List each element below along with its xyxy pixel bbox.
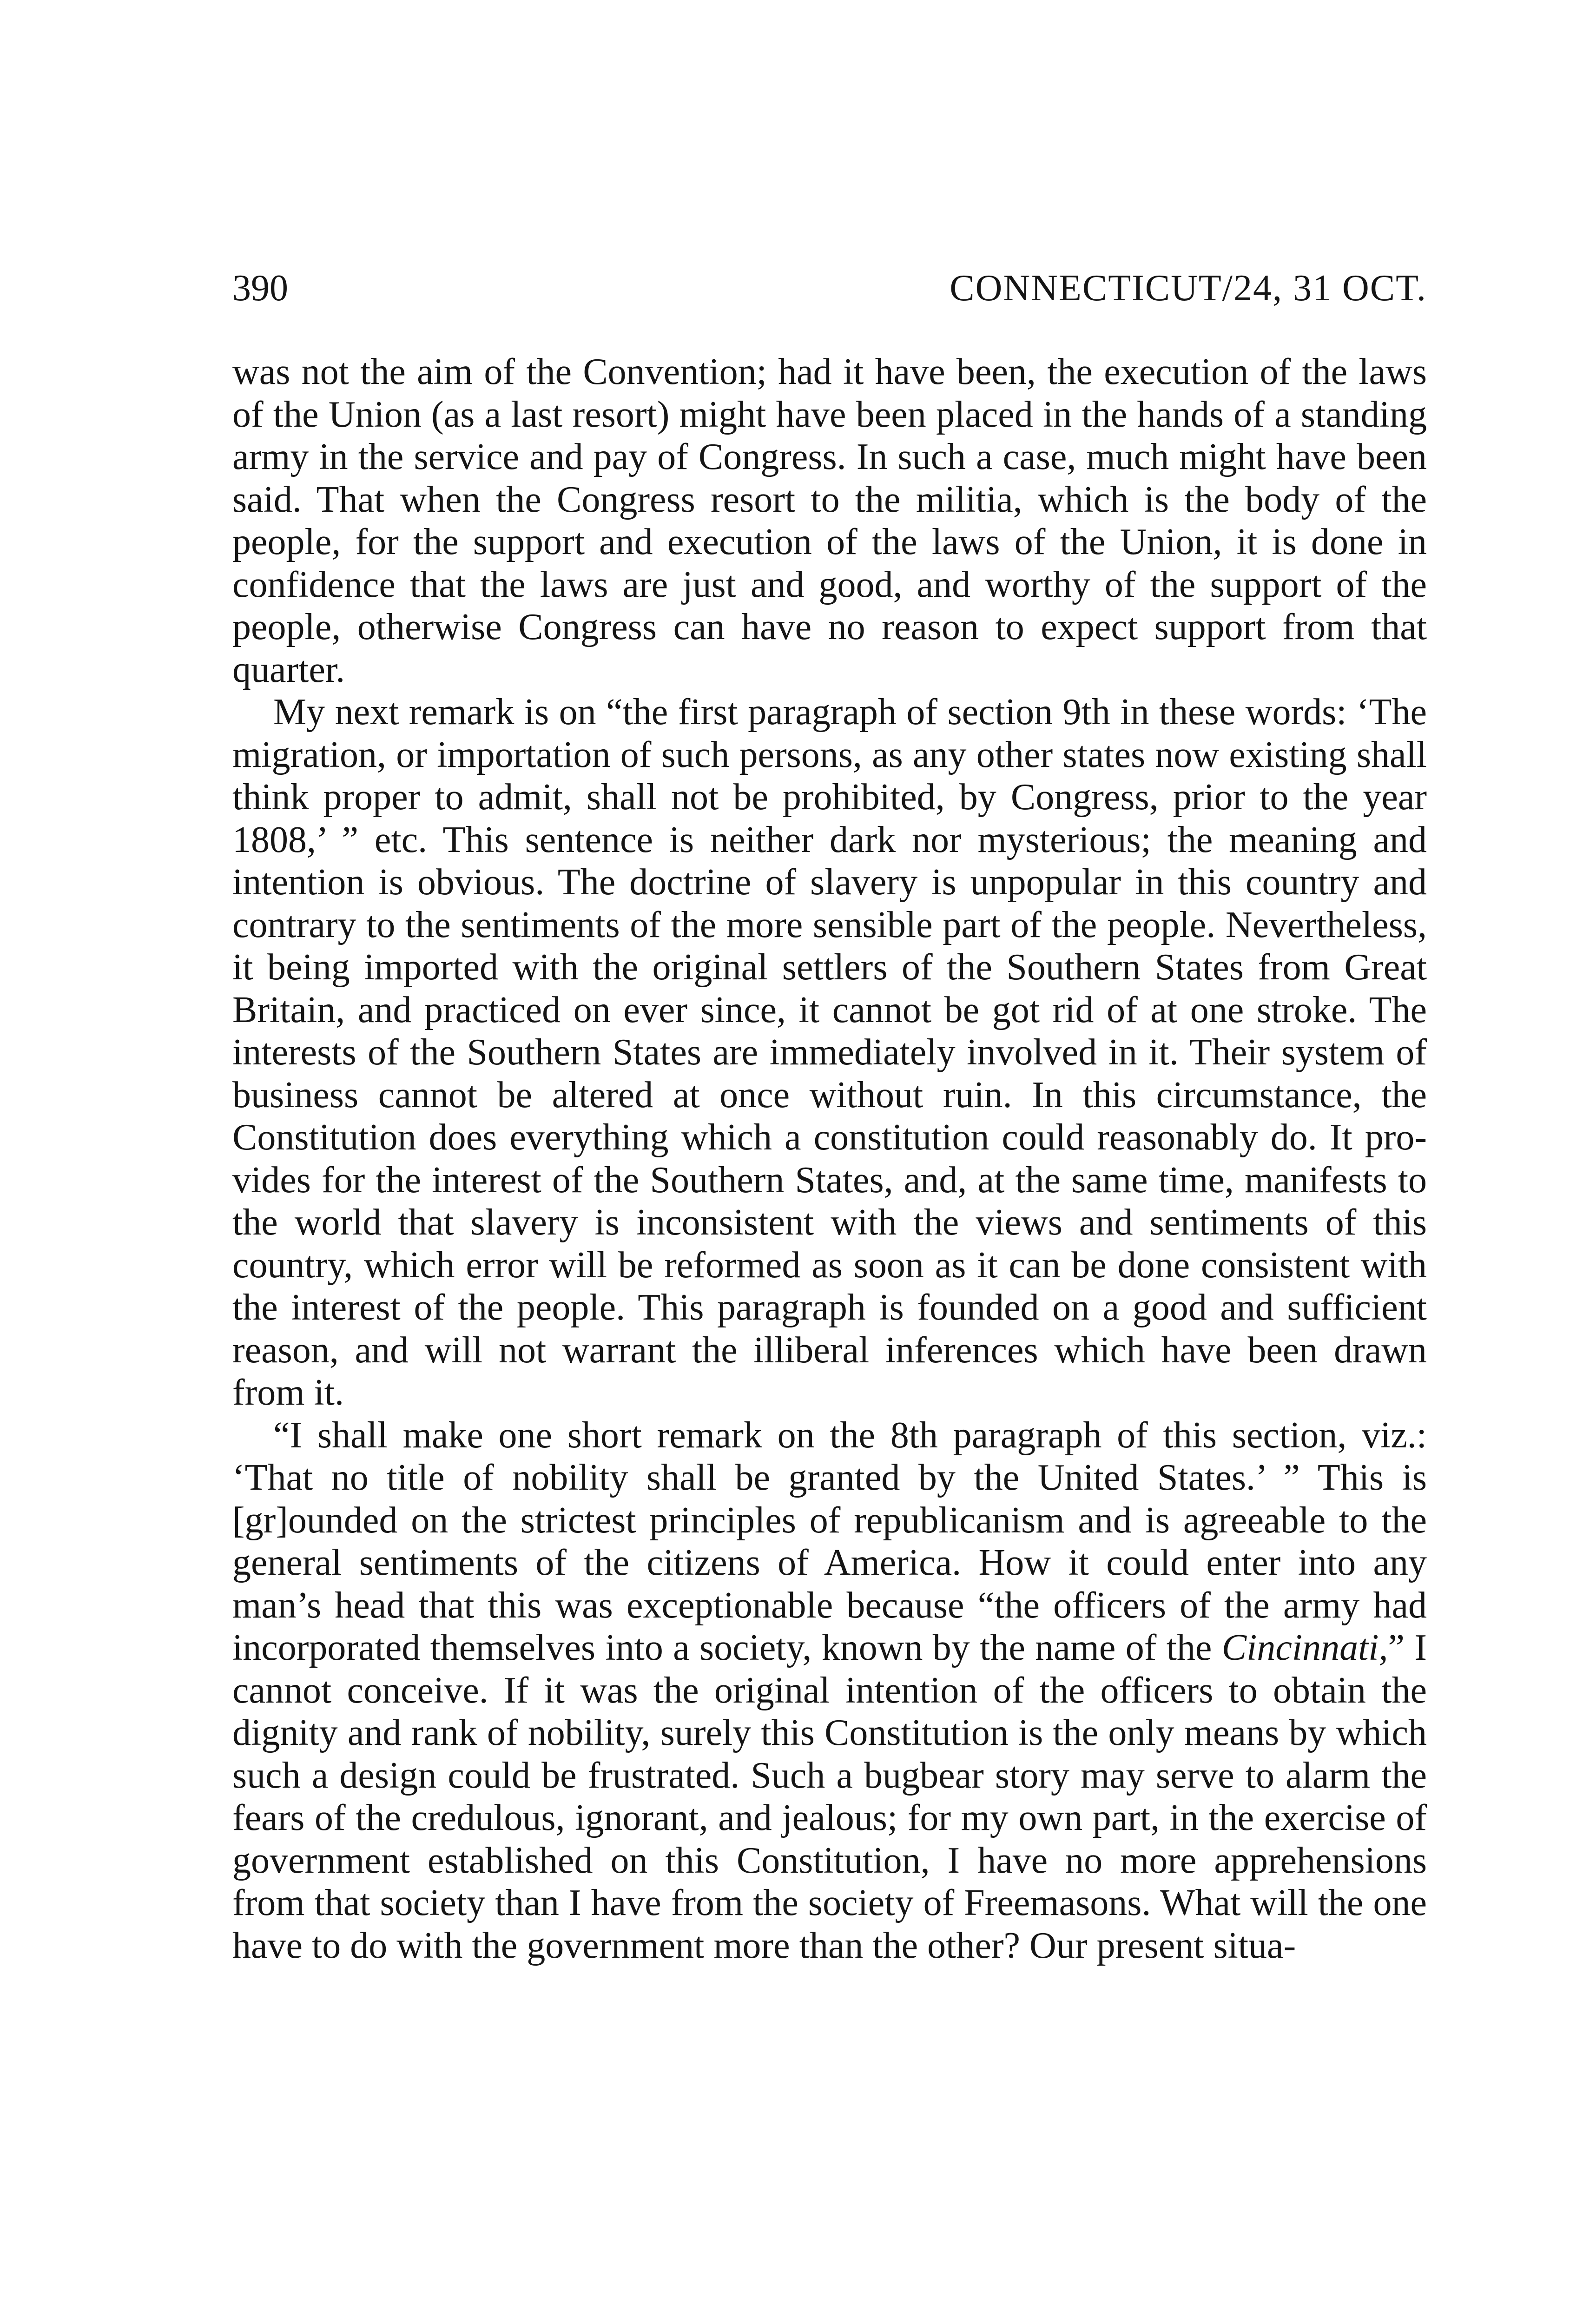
paragraph-3-text-after-italic: ” I cannot conceive. If it was the original intention of the officers to obtain the dignity and rank of nobility, surely this Constitution is the only means by which such a design could be frustrated. Such a bugbear story may serve to alarm the fears of the credulous, ignorant, and jealous; for my own part, in the exercise of government established on this Constitution, I have no more apprehensions from that society than I have from the society of Freemasons. What will the one have to do with the government more than the other? Our present situa- (232, 1627, 1427, 1966)
running-head: CONNECTICUT/24, 31 OCT. (950, 268, 1427, 309)
paragraph-2: My next remark is on “the first paragraph of section 9th in these words: ‘The migration, or importation of such persons, as any other states now existing shall think proper to admit, shall not be prohibited, by Congress, prior to the year 1808,’ ” etc. This sentence is neither dark nor mysterious; the meaning and intention is obvious. The doctrine of slavery is unpopular in this country and contrary to the sentiments of the more sensible part of the people. Nevertheless, it being imported with the original settlers of the Southern States from Great Britain, and practiced on ever since, it cannot be got rid of at one stroke. The interests of the Southern States are immediately involved in it. Their system of business cannot be altered at once without ruin. In this circumstance, the Constitution does everything which a constitution could reasonably do. It provides for the interest of the Southern States, and, at the same time, manifests to the world that slavery is inconsistent with the views and sentiments of this country, which error will be reformed as soon as it can be done consistent with the interest of the people. This paragraph is founded on a good and sufficient reason, and will not warrant the illiberal inferences which have been drawn from it. (232, 692, 1427, 1413)
paragraph-1: was not the aim of the Convention; had it have been, the execution of the laws of the Union (as a last resort) might have been placed in the hands of a standing army in the service and pay of Congress. In such a case, much might have been said. That when the Congress resort to the militia, which is the body of the people, for the support and execution of the laws of the Union, it is done in confidence that the laws are just and good, and worthy of the support of the people, otherwise Congress can have no reason to expect support from that quarter. (232, 351, 1427, 690)
page-header (232, 263, 1427, 314)
page-number: 390 (232, 268, 288, 309)
paragraph-3-text-before-italic: “I shall make one short remark on the 8th paragraph of this section, viz.: ‘That no title of nobility shall be granted by the United States.’ ” This is [gr]ounded on the strictest principles of republicanism and is agreeable to the general sentiments of the citizens of America. How it could enter into any man’s head that this was exceptionable because “the officers of the army had incorporated themselves into a society, known by the name of the (232, 1414, 1427, 1668)
cincinnati-italic: Cincinnati, (1221, 1627, 1388, 1668)
paragraph-3 (232, 1414, 1427, 1967)
body-text (232, 351, 1427, 1967)
